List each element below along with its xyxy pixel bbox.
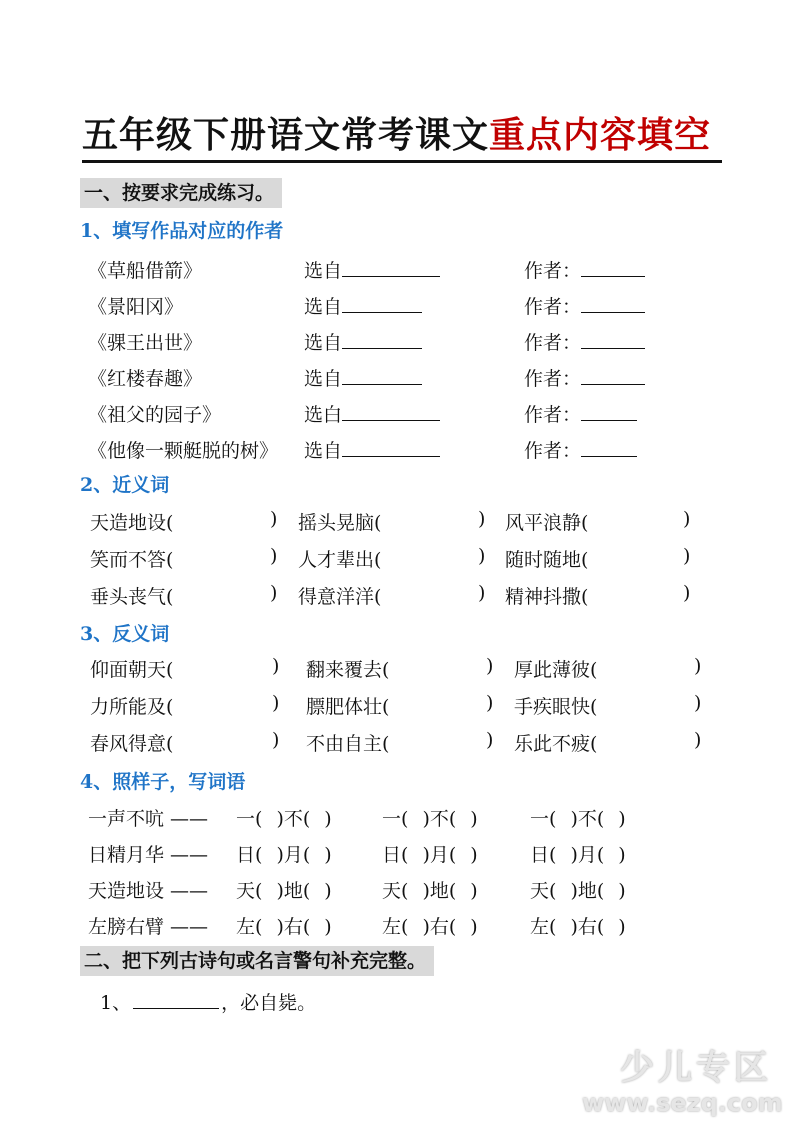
q4-example [88,912,208,939]
q2-close-paren: ) [270,508,278,530]
q4-open-paren: ( [401,844,409,866]
q2-open-paren: ( [374,512,382,534]
q3-word-text: 翻来覆去 [306,659,383,681]
q4-open-paren: ( [401,880,409,902]
q4-char-b: 地 [429,880,449,902]
q4-example-text: 天造地设 [88,880,165,902]
q4-close-paren: ) [618,916,626,938]
q1-source-label: 选自 [304,332,343,354]
q2-close-paren: ) [478,582,486,604]
q1-source [304,292,422,319]
q1-source [304,400,440,427]
q4-close-paren: ) [570,808,578,830]
q4-open-paren: ( [596,844,605,866]
q3-close-paren: ) [486,655,494,677]
q4-close-paren: ) [470,916,478,938]
q1-work: 《景阳冈》 [88,296,184,318]
q4-close-paren: ) [470,808,478,830]
q3-word [514,729,607,756]
s2-item-1 [100,988,316,1015]
q3-word-text: 春风得意 [90,733,167,755]
q2-word-text: 得意洋洋 [298,586,375,608]
q4-example [88,876,208,903]
q4-pattern [236,804,332,831]
q4-close-paren: ) [276,916,284,938]
q2-word [505,508,598,535]
q4-pattern [382,876,478,903]
q2-word-text: 风平浪静 [505,512,582,534]
q4-char-a: 左 [236,916,256,938]
q3-close-paren: ) [272,692,280,714]
q4-open-paren: ( [549,880,557,902]
q3-word [90,729,183,756]
q2-open-paren: ( [166,586,174,608]
page-title [82,112,722,163]
q1-source-blank[interactable] [342,330,422,349]
q3-close-paren: ) [694,729,702,751]
q4-char-a: 左 [530,916,550,938]
q4-pattern [382,912,478,939]
q1-source [304,364,422,391]
q1-author-label: 作者： [524,260,582,282]
q2-word-text: 摇头晃脑 [298,512,375,534]
q3-close-paren: ) [486,692,494,714]
q2-open-paren: ( [581,549,589,571]
q4-pattern [530,876,626,903]
q3-open-paren: ( [166,733,174,755]
watermark-brand: 少儿专区 [620,1048,772,1088]
q4-char-b: 月 [577,844,597,866]
q4-char-a: 天 [236,880,256,902]
q1-source-label: 选自 [304,260,343,282]
q4-close-paren: ) [470,844,478,866]
q3-word-text: 厚此薄彼 [514,659,591,681]
q1-source-label: 选自 [304,440,343,462]
q2-word-text: 精神抖撒 [505,586,582,608]
q4-char-b: 地 [577,880,597,902]
q3-open-paren: ( [590,659,598,681]
q4-example [88,804,208,831]
q1-label: 1、填写作品对应的作者 [80,220,284,242]
q2-word [298,545,391,572]
q3-word [306,729,399,756]
q1-source [304,328,422,355]
q1-source-blank[interactable] [342,402,440,421]
q4-open-paren: ( [255,916,263,938]
q4-example-text: 日精月华 [88,844,165,866]
q4-close-paren: ) [276,808,284,830]
q4-open-paren: ( [255,880,263,902]
q4-open-paren: ( [401,916,409,938]
q4-open-paren: ( [448,880,457,902]
q1-author-blank[interactable] [581,258,645,277]
q1-author-label: 作者： [524,404,582,426]
q1-source-label: 选自 [304,368,343,390]
q1-author-blank[interactable] [581,438,637,457]
s2-item-1-number: 1、 [100,992,132,1014]
q4-pattern [382,840,478,867]
q4-open-paren: ( [596,916,605,938]
q2-word [90,508,183,535]
q2-close-paren: ) [270,582,278,604]
q2-word [90,545,183,572]
title-red: 重点内容填空 [489,114,712,156]
q1-source-blank[interactable] [342,294,422,313]
q4-close-paren: ) [570,880,578,902]
s2-item-1-tail: ，必自毙。 [221,992,317,1014]
q4-close-paren: ) [276,844,284,866]
q2-open-paren: ( [581,512,589,534]
q3-word [306,655,399,682]
q1-work: 《骒王出世》 [88,332,203,354]
q1-source-blank[interactable] [342,438,440,457]
q4-example-text: 一声不吭 [88,808,165,830]
q3-open-paren: ( [166,696,174,718]
q4-char-b: 不 [283,808,303,830]
q4-open-paren: ( [596,880,605,902]
q2-word-text: 随时随地 [505,549,582,571]
q4-open-paren: ( [302,844,311,866]
q3-close-paren: ) [694,655,702,677]
q1-source [304,256,440,283]
q3-open-paren: ( [590,696,598,718]
q3-open-paren: ( [382,659,390,681]
q4-pattern [382,804,478,831]
q3-open-paren: ( [166,659,174,681]
q2-word [505,545,598,572]
q1-author [524,400,637,427]
q4-close-paren: ) [570,916,578,938]
q2-open-paren: ( [374,549,382,571]
q2-close-paren: ) [683,545,691,567]
section-1-heading: 一、按要求完成练习。 [80,178,282,208]
q4-close-paren: ) [276,880,284,902]
q4-close-paren: ) [324,844,332,866]
q1-source-blank[interactable] [342,366,422,385]
q4-open-paren: ( [549,844,557,866]
q4-close-paren: ) [324,880,332,902]
q4-char-b: 不 [577,808,597,830]
q2-close-paren: ) [683,582,691,604]
q4-close-paren: ) [618,844,626,866]
q1-author-blank[interactable] [581,330,645,349]
q4-open-paren: ( [549,916,557,938]
q2-label: 2、近义词 [80,474,170,496]
q1-author-label: 作者： [524,296,582,318]
q3-word [90,655,183,682]
watermark [582,1040,783,1117]
q4-close-paren: ) [324,808,332,830]
q4-dash: —— [170,880,209,902]
q4-close-paren: ) [422,916,430,938]
q3-word-text: 仰面朝天 [90,659,167,681]
q2-word [298,582,391,609]
q1-author-label: 作者： [524,368,582,390]
q3-open-paren: ( [382,696,390,718]
q1-author [524,292,645,319]
q3-close-paren: ) [272,729,280,751]
q4-char-a: 日 [382,844,402,866]
q3-word-text: 不由自主 [306,733,383,755]
q4-char-a: 一 [382,808,402,830]
q4-char-a: 左 [382,916,402,938]
q3-word-text: 乐此不疲 [514,733,591,755]
q3-word [90,692,183,719]
q4-pattern [236,912,332,939]
q4-open-paren: ( [302,808,311,830]
q1-source-blank[interactable] [342,258,440,277]
q4-char-a: 日 [236,844,256,866]
q2-word [298,508,391,535]
q4-open-paren: ( [549,808,557,830]
q1-author [524,328,645,355]
q2-word-text: 天造地设 [90,512,167,534]
q4-open-paren: ( [302,880,311,902]
q1-work: 《草船借箭》 [88,260,203,282]
q3-word-text: 手疾眼快 [514,696,591,718]
q4-char-a: 天 [382,880,402,902]
q2-close-paren: ) [270,545,278,567]
q4-open-paren: ( [255,808,263,830]
q4-close-paren: ) [470,880,478,902]
q3-close-paren: ) [272,655,280,677]
q3-open-paren: ( [590,733,598,755]
q4-char-a: 一 [236,808,256,830]
q4-close-paren: ) [422,880,430,902]
q4-dash: —— [170,844,209,866]
q3-open-paren: ( [382,733,390,755]
q4-open-paren: ( [448,808,457,830]
q4-char-b: 右 [429,916,449,938]
title-black: 五年级下册语文常考课文 [82,114,490,156]
q4-pattern [530,912,626,939]
q3-word [514,655,607,682]
q3-close-paren: ) [694,692,702,714]
q4-char-b: 月 [429,844,449,866]
q2-word [505,582,598,609]
q1-author-blank[interactable] [581,294,645,313]
q4-open-paren: ( [448,916,457,938]
q4-char-b: 不 [429,808,449,830]
watermark-url: www.sezq.com [582,1089,783,1117]
q4-pattern [236,840,332,867]
q1-author [524,256,645,283]
q2-open-paren: ( [374,586,382,608]
q2-open-paren: ( [166,549,174,571]
q4-char-b: 月 [283,844,303,866]
q1-author [524,436,637,463]
q4-dash: —— [170,916,209,938]
q4-close-paren: ) [422,844,430,866]
q3-label: 3、反义词 [80,623,170,645]
q4-char-a: 日 [530,844,550,866]
q2-close-paren: ) [683,508,691,530]
q1-source [304,436,440,463]
q4-open-paren: ( [448,844,457,866]
q1-source-label: 选自 [304,296,343,318]
q4-char-b: 右 [283,916,303,938]
q1-work: 《红楼春趣》 [88,368,203,390]
q4-pattern [530,840,626,867]
q4-open-paren: ( [401,808,409,830]
q4-example [88,840,208,867]
q3-word-text: 力所能及 [90,696,167,718]
q3-word [514,692,607,719]
q4-example-text: 左膀右臂 [88,916,165,938]
q4-pattern [530,804,626,831]
q2-word-text: 笑而不答 [90,549,167,571]
q4-pattern [236,876,332,903]
q1-source-label: 选白 [304,404,343,426]
q4-char-b: 右 [577,916,597,938]
q4-open-paren: ( [302,916,311,938]
q4-dash: —— [170,808,209,830]
q4-close-paren: ) [422,808,430,830]
q4-close-paren: ) [618,808,626,830]
q3-close-paren: ) [486,729,494,751]
q1-author-label: 作者： [524,332,582,354]
q4-open-paren: ( [596,808,605,830]
q4-close-paren: ) [618,880,626,902]
q4-close-paren: ) [324,916,332,938]
q4-label: 4、照样子，写词语 [80,771,246,793]
q1-work: 《祖父的园子》 [88,404,222,426]
q4-close-paren: ) [570,844,578,866]
q3-word [306,692,399,719]
q2-close-paren: ) [478,545,486,567]
q2-word-text: 垂头丧气 [90,586,167,608]
q4-char-a: 一 [530,808,550,830]
q2-open-paren: ( [581,586,589,608]
q4-open-paren: ( [255,844,263,866]
q1-author-label: 作者： [524,440,582,462]
q2-close-paren: ) [478,508,486,530]
q2-open-paren: ( [166,512,174,534]
section-2-heading: 二、把下列古诗句或名言警句补充完整。 [80,946,434,976]
s2-item-1-blank[interactable] [133,990,219,1009]
q4-char-a: 天 [530,880,550,902]
q1-author-blank[interactable] [581,402,637,421]
q2-word-text: 人才辈出 [298,549,375,571]
q3-word-text: 膘肥体壮 [306,696,383,718]
q4-char-b: 地 [283,880,303,902]
q2-word [90,582,183,609]
q1-author [524,364,645,391]
q1-work: 《他像一颗艇脱的树》 [88,440,279,462]
q1-author-blank[interactable] [581,366,645,385]
